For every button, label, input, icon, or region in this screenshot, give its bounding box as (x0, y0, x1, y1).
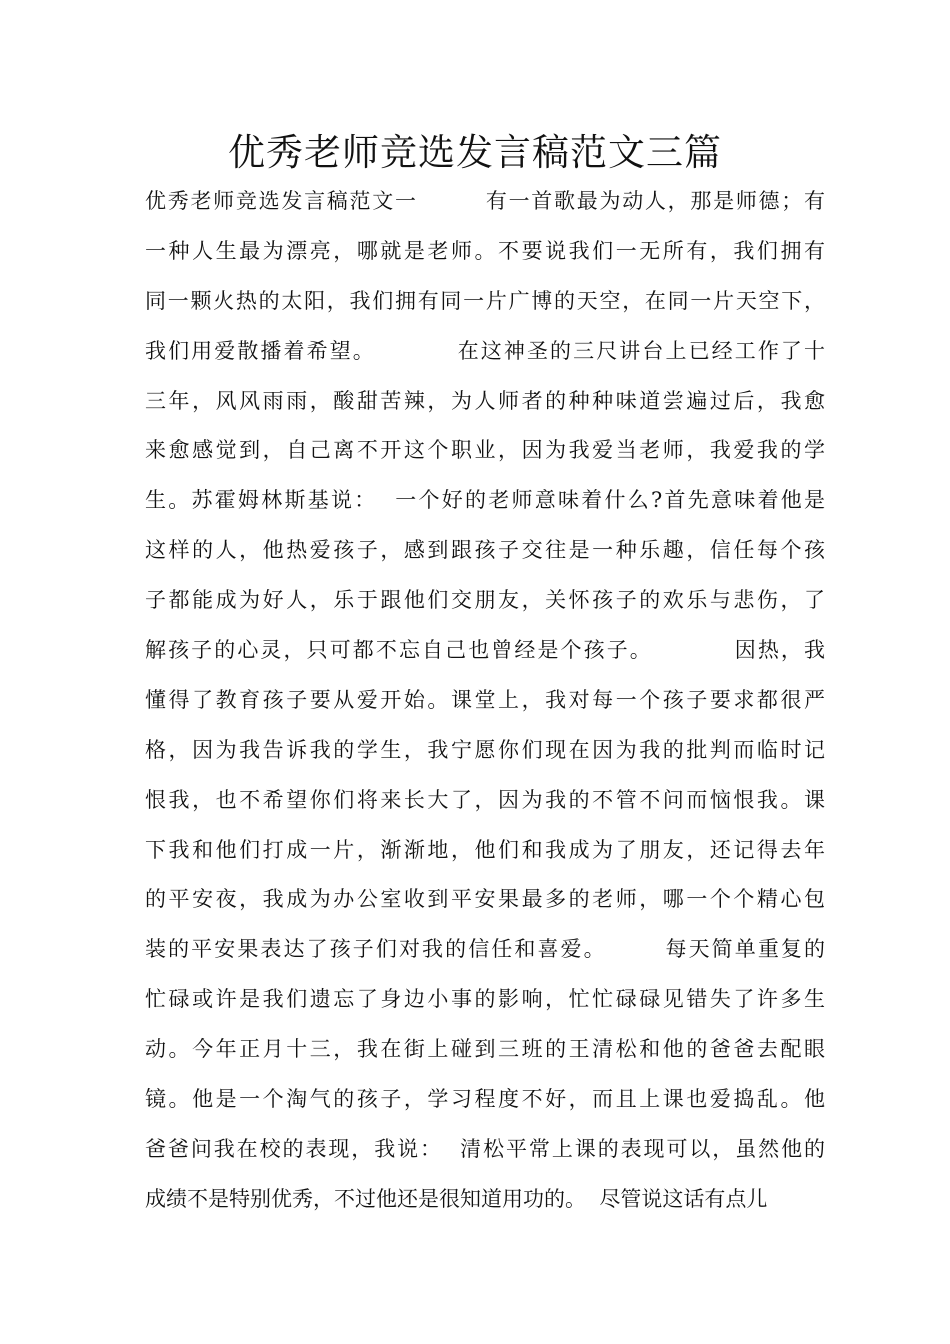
body-line: 格，因为我告诉我的学生，我宁愿你们现在因为我的批判而临时记 (145, 737, 825, 762)
body-line: 三年，风风雨雨，酸甜苦辣，为人师者的种种味道尝遍过后，我愈 (145, 388, 825, 413)
body-line: 爸爸问我在校的表现，我说： 清松平常上课的表现可以，虽然他的 (145, 1136, 825, 1161)
body-line: 一种人生最为漂亮，哪就是老师。不要说我们一无所有，我们拥有 (145, 238, 825, 263)
body-line: 下我和他们打成一片，渐渐地，他们和我成为了朋友，还记得去年 (145, 837, 825, 862)
body-line: 忙碌或许是我们遗忘了身边小事的影响，忙忙碌碌见错失了许多生 (145, 987, 825, 1012)
body-line: 这样的人，他热爱孩子，感到跟孩子交往是一种乐趣，信任每个孩 (145, 538, 825, 563)
body-line: 同一颗火热的太阳，我们拥有同一片广博的天空，在同一片天空下， (145, 288, 825, 313)
body-line: 恨我，也不希望你们将来长大了，因为我的不管不问而恼恨我。课 (145, 787, 825, 812)
body-line: 优秀老师竞选发言稿范文一 有一首歌最为动人，那是师德；有 (145, 189, 825, 213)
body-line: 懂得了教育孩子要从爱开始。课堂上，我对每一个孩子要求都很严 (145, 687, 825, 712)
body-line: 生。苏霍姆林斯基说： 一个好的老师意味着什么?首先意味着他是 (145, 488, 825, 513)
body-line: 成绩不是特别优秀，不过他还是很知道用功的。 尽管说这话有点儿 (145, 1186, 768, 1211)
body-line: 来愈感觉到，自己离不开这个职业，因为我爱当老师，我爱我的学 (145, 438, 825, 463)
body-line: 装的平安果表达了孩子们对我的信任和喜爱。 每天简单重复的 (145, 937, 825, 962)
body-line: 镜。他是一个淘气的孩子，学习程度不好，而且上课也爱捣乱。他 (145, 1087, 825, 1112)
body-line: 子都能成为好人，乐于跟他们交朋友，关怀孩子的欢乐与悲伤，了 (145, 588, 825, 613)
body-line: 解孩子的心灵，只可都不忘自己也曾经是个孩子。 因热，我 (145, 638, 825, 663)
document-title: 优秀老师竞选发言稿范文三篇 (228, 131, 722, 174)
body-line: 我们用爱散播着希望。 在这神圣的三尺讲台上已经工作了十 (145, 338, 825, 363)
body-line: 动。今年正月十三，我在街上碰到三班的王清松和他的爸爸去配眼 (145, 1037, 825, 1062)
document-body (145, 177, 825, 1225)
body-line: 的平安夜，我成为办公室收到平安果最多的老师，哪一个个精心包 (145, 887, 825, 912)
